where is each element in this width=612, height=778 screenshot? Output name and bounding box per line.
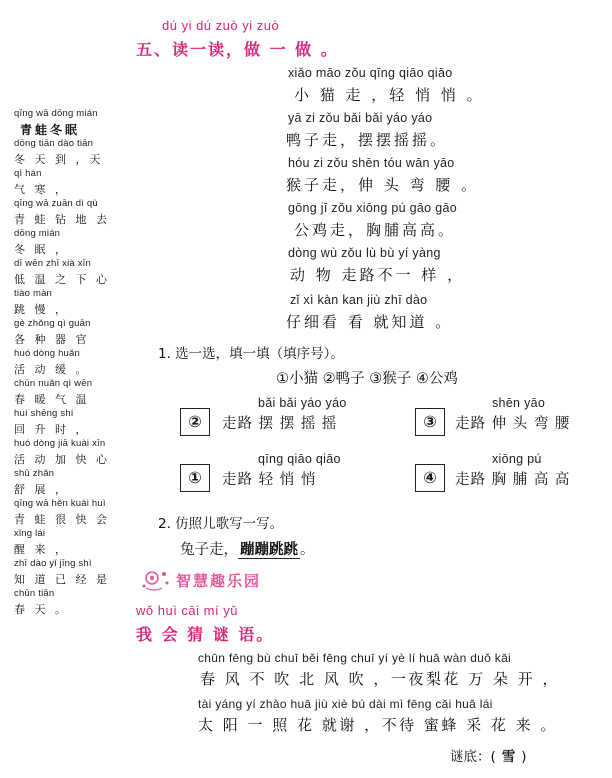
- item-text: 走路 轻 悄 悄: [222, 472, 317, 488]
- question-2-suffix: 。: [300, 542, 315, 558]
- item-pinyin: xiōng pú: [492, 452, 542, 466]
- answer-box[interactable]: ③: [415, 408, 445, 436]
- question-2-answer[interactable]: 蹦蹦跳跳: [240, 542, 298, 558]
- sidebar-line-text: 青 蛙 很 快 会: [14, 513, 110, 526]
- poem-line-text: 猴子走，伸 头 弯 腰 。: [286, 176, 480, 194]
- sidebar-line-text: 跳 慢 ，: [14, 303, 69, 316]
- riddle-answer: [450, 745, 527, 765]
- riddle-answer-value[interactable]: 雪: [501, 749, 516, 765]
- sidebar-line-text: 回 升 时 ，: [14, 423, 90, 436]
- sidebar-line-text: 活 动 加 快 心: [14, 453, 110, 466]
- sidebar-line-text: 舒 展 ，: [14, 483, 69, 496]
- section-title-pinyin: dú yi dú zuò yi zuò: [162, 18, 280, 33]
- sidebar-line-pinyin: dī wēn zhī xià xīn: [14, 258, 91, 269]
- sidebar-line-pinyin: xǐng lái: [14, 528, 46, 539]
- riddle-answer-label: 谜底：(: [450, 749, 496, 765]
- sidebar-line-pinyin: qīng wā dōng mián: [14, 108, 98, 119]
- sidebar-line-text: 知 道 已 经 是: [14, 573, 110, 586]
- poem-line-pinyin: xiǎo māo zǒu qīng qiāo qiāo: [288, 66, 453, 80]
- sidebar-line-text: 春 暖 气 温: [14, 393, 90, 406]
- poem-line-text: 仔细看 看 就知道 。: [286, 313, 454, 331]
- poem-line-text: 鸭子走，摆摆摇摇。: [286, 131, 449, 149]
- sidebar-line-pinyin: huí shēng shí: [14, 408, 74, 419]
- item-text: 走路 伸 头 弯 腰: [455, 416, 571, 432]
- sidebar-line-pinyin: gè zhǒng qì guān: [14, 318, 91, 329]
- sidebar-line-text: 活 动 缓 。: [14, 363, 90, 376]
- sidebar-line-text: 各 种 器 官: [14, 333, 90, 346]
- section-title: 五、读一读，做 一 做 。: [136, 40, 339, 59]
- question-2-prefix: 兔子走，: [180, 542, 238, 558]
- sidebar-line-text: 醒 来 ，: [14, 543, 69, 556]
- sidebar-line-pinyin: huó dòng jiā kuài xīn: [14, 438, 106, 449]
- item-text: 走路 摆 摆 摇 摇: [222, 416, 338, 432]
- poem-line-text: 公鸡走，胸脯高高。: [294, 221, 457, 239]
- question-2-label: 2. 仿照儿歌写一写。: [158, 516, 284, 532]
- item-pinyin: shēn yāo: [492, 396, 546, 410]
- sidebar-line-text: 冬 眠 ，: [14, 243, 69, 256]
- poem-line-pinyin: dòng wù zǒu lù bù yí yàng: [288, 246, 441, 260]
- question-1-options: ①小猫 ②鸭子 ③猴子 ④公鸡: [276, 371, 458, 387]
- sidebar-line-text: 冬 天 到 ，天: [14, 153, 104, 166]
- question-2-answer-line: [180, 538, 315, 559]
- sidebar-title: 青蛙冬眠: [20, 123, 81, 137]
- banner-title: 智慧趣乐园: [176, 572, 262, 590]
- sidebar-line-pinyin: zhī dào yǐ jīng shì: [14, 558, 92, 569]
- sidebar-line-pinyin: huó dòng huǎn: [14, 348, 80, 359]
- sidebar-line-text: 气 寒 ，: [14, 183, 69, 196]
- flower-decoration-icon: [140, 566, 180, 594]
- riddle-line-pinyin: chūn fēng bù chuī běi fēng chuī yí yè lí huā wàn duǒ kāi: [198, 651, 512, 665]
- sidebar-line-text: 青 蛙 钻 地 去: [14, 213, 110, 226]
- question-1-label: 1. 选一选，填一填（填序号）。: [158, 346, 344, 362]
- riddle-line-text: 春 风 不 吹 北 风 吹 ，一夜梨花 万 朵 开 ，: [200, 670, 560, 688]
- sidebar-line-text: 低 温 之 下 心: [14, 273, 110, 286]
- item-text: 走路 胸 脯 高 高: [455, 472, 571, 488]
- poem-line-pinyin: gōng jī zǒu xiōng pú gāo gāo: [288, 201, 457, 215]
- sidebar-line-pinyin: shū zhǎn: [14, 468, 55, 479]
- poem-line-text: 小 猫 走 ，轻 悄 悄 。: [294, 86, 485, 104]
- poem-line-pinyin: zǐ xì kàn kan jiù zhī dào: [290, 293, 428, 307]
- riddle-line-pinyin: tài yáng yí zhào huā jiù xiè bú dài mì fēng cǎi huā lái: [198, 697, 493, 711]
- riddle-title-pinyin: wǒ huì cāi mí yǔ: [136, 603, 238, 618]
- riddle-title: 我 会 猜 谜 语。: [136, 625, 275, 644]
- sidebar-line-pinyin: qīng wā zuān dì qù: [14, 198, 98, 209]
- sidebar-line-pinyin: chūn nuǎn qì wēn: [14, 378, 93, 389]
- riddle-answer-close: ): [521, 749, 527, 765]
- riddle-line-text: 太 阳 一 照 花 就谢 ，不待 蜜蜂 采 花 来 。: [198, 716, 558, 734]
- sidebar-line-pinyin: tiào màn: [14, 288, 53, 299]
- sidebar-line-text: 春 天 。: [14, 603, 69, 616]
- answer-box[interactable]: ④: [415, 464, 445, 492]
- sidebar-line-pinyin: qì hán: [14, 168, 42, 179]
- answer-box[interactable]: ②: [180, 408, 210, 436]
- sidebar-line-pinyin: chūn tiān: [14, 588, 55, 599]
- answer-box[interactable]: ①: [180, 464, 210, 492]
- poem-line-text: 动 物 走路不一 样 ，: [290, 266, 466, 284]
- sidebar-line-pinyin: qīng wā hěn kuài huì: [14, 498, 106, 509]
- sidebar-line-pinyin: dōng tiān dào tiān: [14, 138, 94, 149]
- item-pinyin: qīng qiāo qiāo: [258, 452, 341, 466]
- banner: [140, 566, 320, 594]
- poem-line-pinyin: hóu zi zǒu shēn tóu wān yāo: [288, 156, 455, 170]
- sidebar-line-pinyin: dōng mián: [14, 228, 61, 239]
- item-pinyin: bǎi bǎi yáo yáo: [258, 396, 347, 410]
- poem-line-pinyin: yā zi zǒu bǎi bǎi yáo yáo: [288, 111, 433, 125]
